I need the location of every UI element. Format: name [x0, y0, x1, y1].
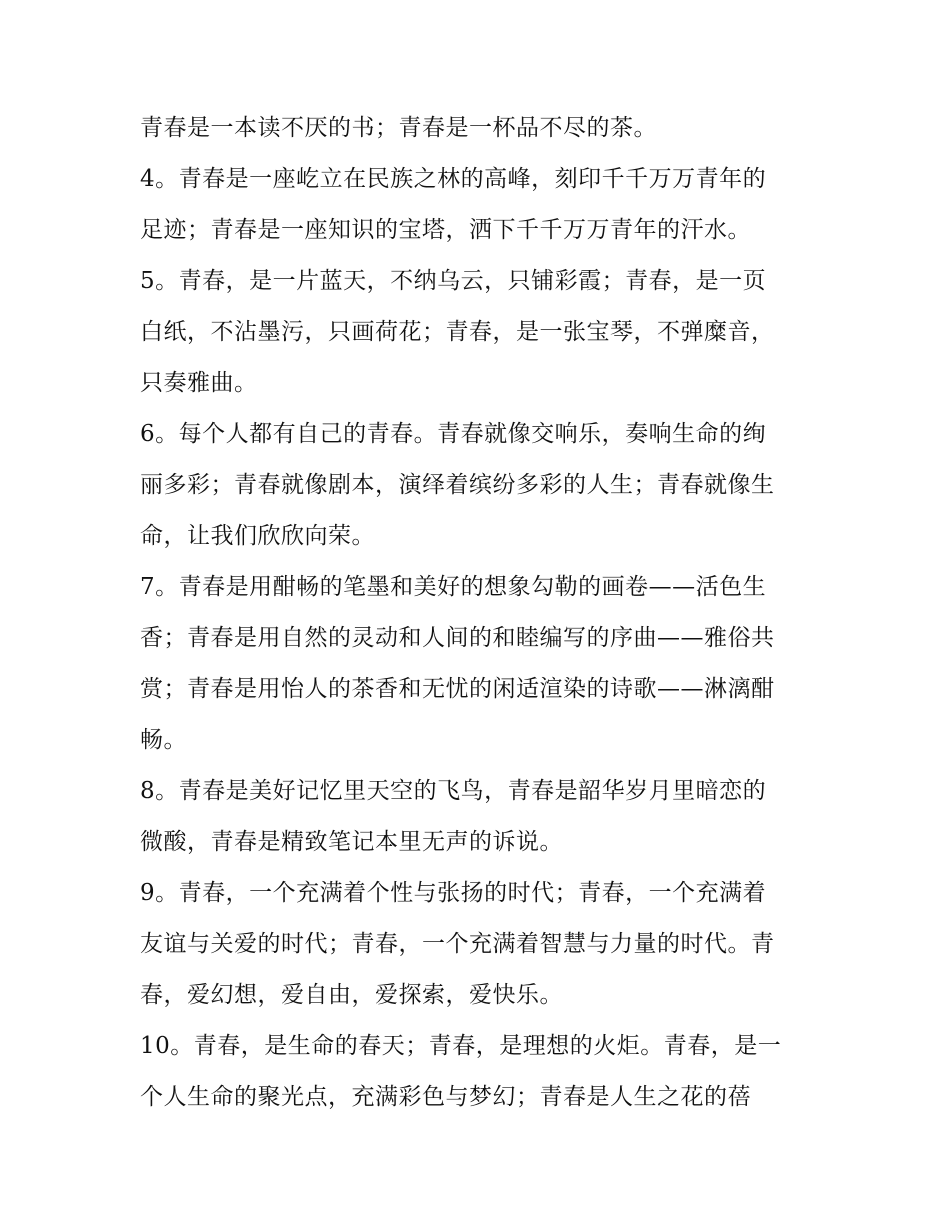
text-line: 畅。 — [140, 727, 187, 753]
text-line: 足迹；青春是一座知识的宝塔，洒下千千万万青年的汗水。 — [140, 217, 751, 243]
text-line: 个人生命的聚光点，充满彩色与梦幻；青春是人生之花的蓓 — [140, 1084, 751, 1110]
text-line: 6。每个人都有自己的青春。青春就像交响乐，奏响生命的绚 — [140, 421, 767, 447]
text-line: 丽多彩；青春就像剧本，演绎着缤纷多彩的人生；青春就像生 — [140, 472, 775, 498]
text-line: 友谊与关爱的时代；青春，一个充满着智慧与力量的时代。青 — [140, 931, 775, 957]
text-line: 命，让我们欣欣向荣。 — [140, 523, 375, 549]
text-line: 5。青春，是一片蓝天，不纳乌云，只铺彩霞；青春，是一页 — [140, 268, 767, 294]
text-line: 微酸，青春是精致笔记本里无声的诉说。 — [140, 829, 563, 855]
text-line: 香；青春是用自然的灵动和人间的和睦编写的序曲——雅俗共 — [140, 625, 775, 651]
text-line: 4。青春是一座屹立在民族之林的高峰，刻印千千万万青年的 — [140, 166, 767, 192]
text-line: 7。青春是用酣畅的笔墨和美好的想象勾勒的画卷——活色生 — [140, 574, 767, 600]
text-line: 10。青春，是生命的春天；青春，是理想的火炬。青春，是一 — [140, 1033, 782, 1059]
text-line: 8。青春是美好记忆里天空的飞鸟，青春是韶华岁月里暗恋的 — [140, 778, 767, 804]
text-line: 青春是一本读不厌的书；青春是一杯品不尽的茶。 — [140, 115, 657, 141]
text-line: 春，爱幻想，爱自由，爱探索，爱快乐。 — [140, 982, 563, 1008]
text-line: 赏；青春是用怡人的茶香和无忧的闲适渲染的诗歌——淋漓酣 — [140, 676, 775, 702]
text-line: 9。青春，一个充满着个性与张扬的时代；青春，一个充满着 — [140, 880, 767, 906]
text-line: 只奏雅曲。 — [140, 370, 258, 396]
text-line: 白纸，不沾墨污，只画荷花；青春，是一张宝琴，不弹糜音， — [140, 319, 775, 345]
